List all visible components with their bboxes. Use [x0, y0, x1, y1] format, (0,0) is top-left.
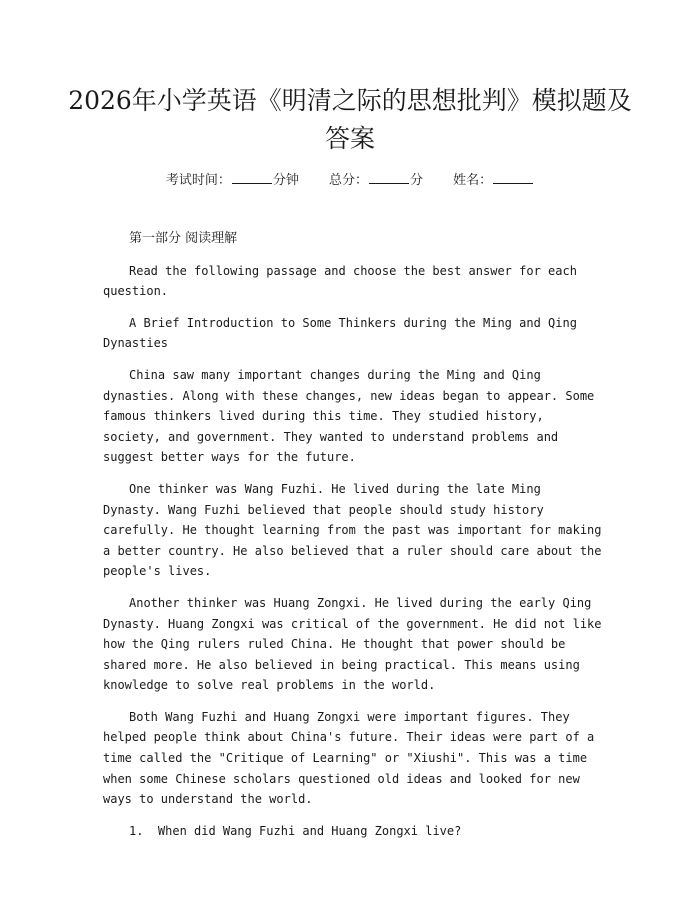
student-name: [453, 173, 534, 188]
passage-paragraph: One thinker was Wang Fuzhi. He lived during the late Ming Dynasty. Wang Fuzhi believed that people should study history carefully. He thought learning from the past was important for making a better country. He also believed that a ruler should care about the people's lives.: [103, 481, 602, 579]
question-number: 1.: [129, 823, 144, 838]
exam-time-label: 考试时间：: [165, 173, 231, 188]
exam-time: [166, 173, 299, 188]
total-score: [329, 173, 423, 188]
total-score-label: 总分：: [328, 173, 368, 188]
question-item: [103, 821, 603, 842]
document-body: [103, 229, 603, 852]
exam-time-unit: 分钟: [272, 173, 299, 188]
page-title: 2026年小学英语《明清之际的思想批判》模拟题及答案: [68, 86, 632, 153]
student-name-label: 姓名：: [453, 173, 493, 188]
total-score-unit: 分: [410, 173, 424, 188]
student-name-blank: [493, 171, 533, 184]
total-score-blank: [369, 171, 409, 184]
instruction: Read the following passage and choose the best answer for each question.: [103, 263, 577, 299]
passage-paragraph: Another thinker was Huang Zongxi. He lived during the early Qing Dynasty. Huang Zongxi was critical of the government. He did not like how the Qing rulers ruled China. He thought that power should be shared more. He also believed in being practical. This means using knowledge to solve real problems in the world.: [103, 595, 602, 693]
exam-meta: [0, 169, 700, 188]
exam-time-blank: [232, 171, 272, 184]
question-text: When did Wang Fuzhi and Huang Zongxi live?: [157, 823, 462, 838]
passage-paragraph: Both Wang Fuzhi and Huang Zongxi were important figures. They helped people think about China's future. Their ideas were part of a time called the "Critique of Learning" or "Xiushi". This was a time when some Chinese scholars questioned old ideas and looked for new ways to understand the world.: [103, 709, 595, 807]
passage-paragraph: China saw many important changes during the Ming and Qing dynasties. Along with these changes, new ideas began to appear. Some famous thinkers lived during this time. They studied history, society, and government. They wanted to understand problems and suggest better ways for the future.: [103, 367, 595, 465]
passage-title: A Brief Introduction to Some Thinkers during the Ming and Qing Dynasties: [103, 315, 577, 351]
section-heading: 第一部分 阅读理解: [129, 231, 238, 246]
